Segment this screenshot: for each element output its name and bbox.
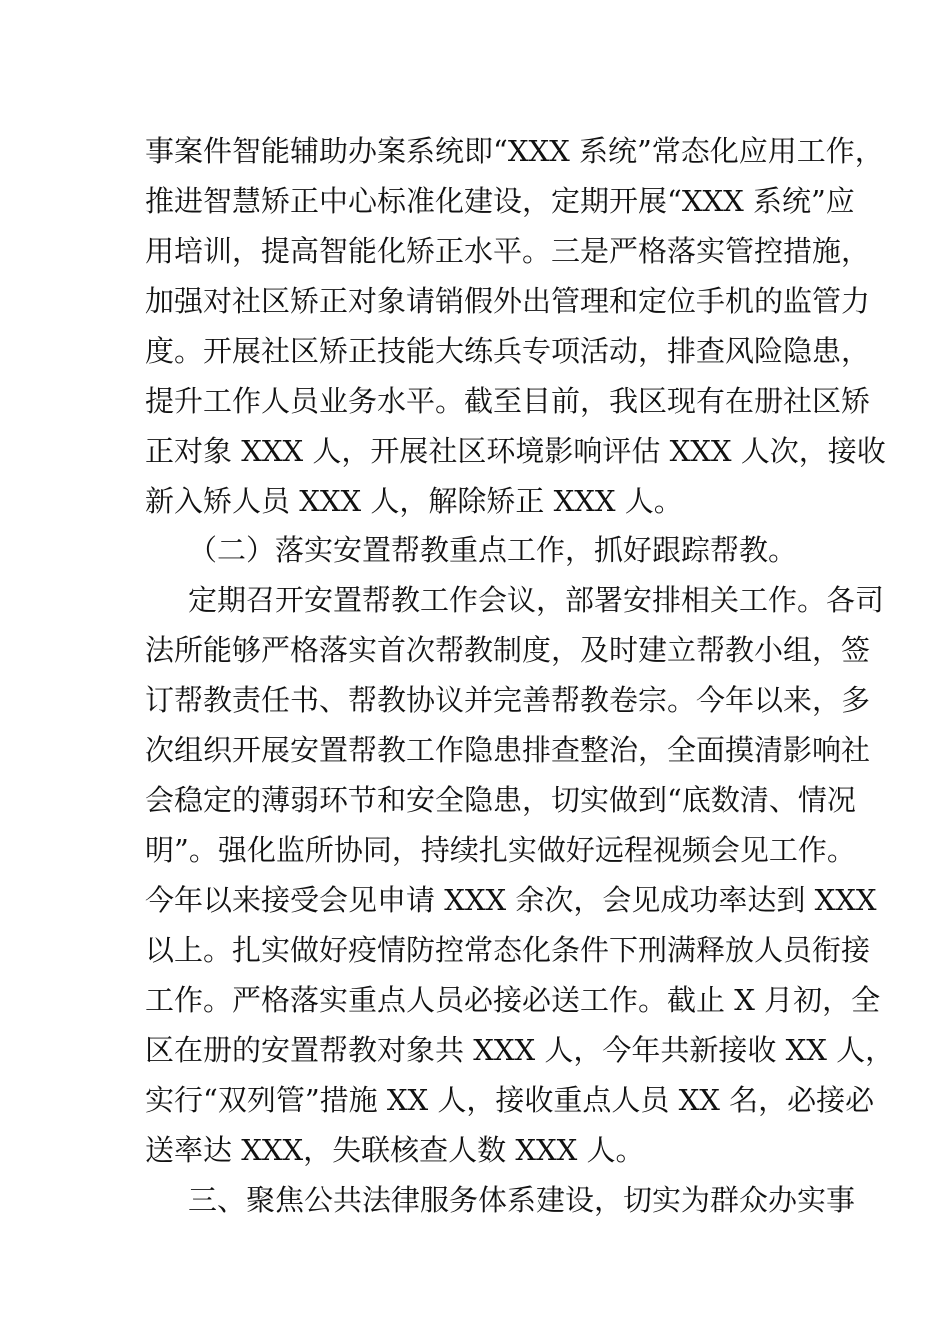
paragraph-2-line-11: 实行“双列管”措施 XX 人，接收重点人员 XX 名，必接必 — [145, 1083, 875, 1117]
section-heading-2: （二）落实安置帮教重点工作，抓好跟踪帮教。 — [188, 533, 798, 567]
paragraph-1-line-1: 事案件智能辅助办案系统即“XXX 系统”常态化应用工作， — [145, 134, 884, 168]
paragraph-2-line-1: 定期召开安置帮教工作会议，部署安排相关工作。各司 — [188, 583, 885, 617]
paragraph-1-line-8: 新入矫人员 XXX 人，解除矫正 XXX 人。 — [145, 484, 683, 518]
paragraph-2-line-12: 送率达 XXX，失联核查人数 XXX 人。 — [145, 1133, 645, 1167]
paragraph-2-line-10: 区在册的安置帮教对象共 XXX 人，今年共新接收 XX 人， — [145, 1033, 895, 1067]
paragraph-2-line-5: 会稳定的薄弱环节和安全隐患，切实做到“底数清、情况 — [145, 783, 856, 817]
paragraph-1-line-4: 加强对社区矫正对象请销假外出管理和定位手机的监管力 — [145, 284, 871, 318]
paragraph-1-line-5: 度。开展社区矫正技能大练兵专项活动，排查风险隐患， — [145, 334, 871, 368]
paragraph-2-line-6: 明”。强化监所协同，持续扎实做好远程视频会见工作。 — [145, 833, 856, 867]
paragraph-1-line-2: 推进智慧矫正中心标准化建设，定期开展“XXX 系统”应 — [145, 184, 855, 218]
section-heading-3: 三、聚焦公共法律服务体系建设，切实为群众办实事 — [188, 1183, 856, 1217]
paragraph-1-line-3: 用培训，提高智能化矫正水平。三是严格落实管控措施， — [145, 234, 871, 268]
paragraph-2-line-2: 法所能够严格落实首次帮教制度，及时建立帮教小组，签 — [145, 633, 871, 667]
paragraph-1-line-6: 提升工作人员业务水平。截至目前，我区现有在册社区矫 — [145, 384, 871, 418]
paragraph-2-line-8: 以上。扎实做好疫情防控常态化条件下刑满释放人员衔接 — [145, 933, 871, 967]
paragraph-2-line-3: 订帮教责任书、帮教协议并完善帮教卷宗。今年以来，多 — [145, 683, 871, 717]
paragraph-2-line-7: 今年以来接受会见申请 XXX 余次，会见成功率达到 XXX — [145, 883, 877, 917]
paragraph-1-line-7: 正对象 XXX 人，开展社区环境影响评估 XXX 人次，接收 — [145, 434, 886, 468]
paragraph-2-line-4: 次组织开展安置帮教工作隐患排查整治，全面摸清影响社 — [145, 733, 871, 767]
paragraph-2-line-9: 工作。严格落实重点人员必接必送工作。截止 X 月初，全 — [145, 983, 881, 1017]
